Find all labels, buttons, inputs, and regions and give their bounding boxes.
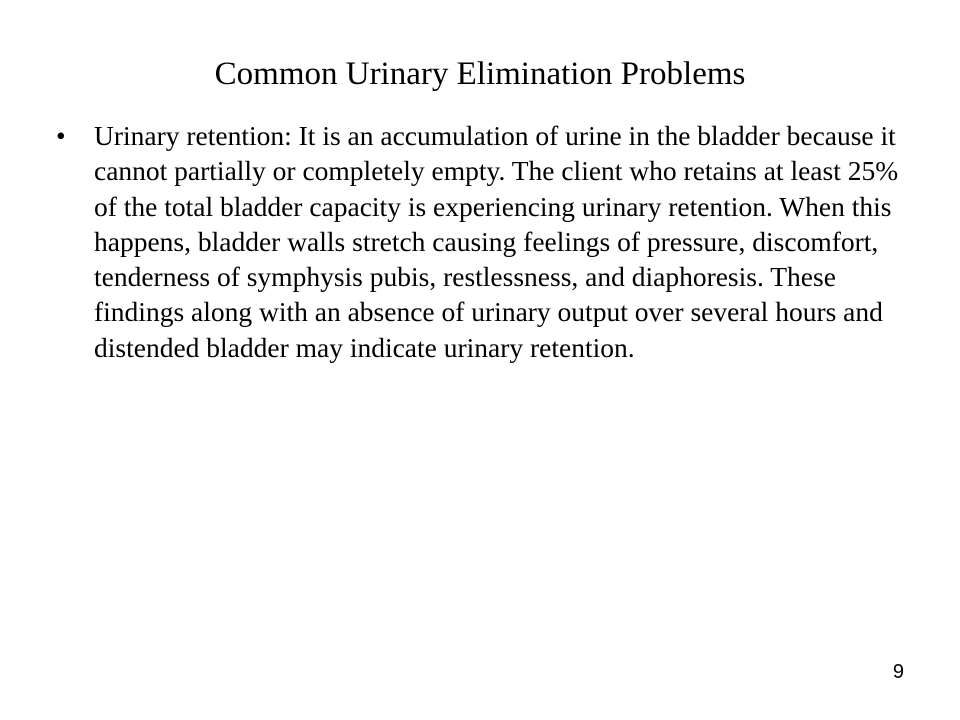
bullet-item — [56, 118, 916, 365]
bullet-list — [56, 118, 916, 365]
bullet-marker: • — [56, 120, 66, 151]
bullet-text: Urinary retention: It is an accumulation of urine in the bladder because it cannot partially or completely empty. The client who retains at least 25% of the total bladder capacity is experiencing urinary retention. When this happens, bladder walls stretch causing feelings of pressure, discomfort, tenderness of symphysis pubis, restlessness, and diaphoresis. These findings along with an absence of urinary output over several hours and distended bladder may indicate urinary retention. — [94, 120, 899, 363]
slide-title: Common Urinary Elimination Problems — [214, 56, 746, 92]
page-number: 9 — [892, 661, 904, 683]
